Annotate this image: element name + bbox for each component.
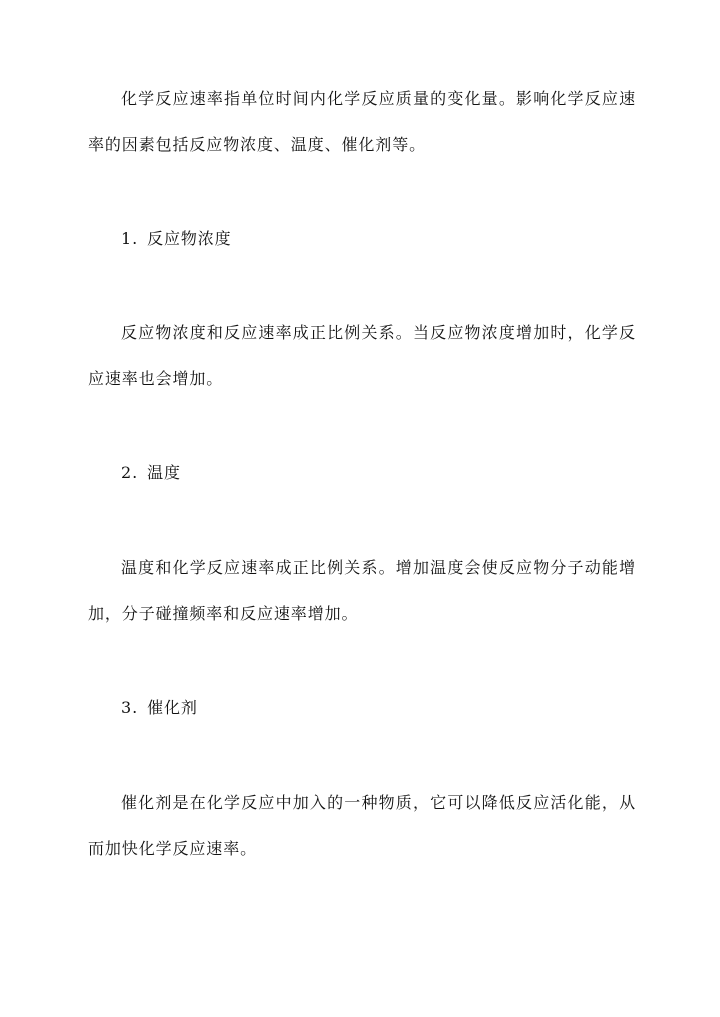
section-heading-1 <box>121 228 232 250</box>
section-heading-3 <box>121 697 198 719</box>
intro-paragraph: 化学反应速率指单位时间内化学反应质量的变化量。影响化学反应速率的因素包括反应物浓度、温度、催化剂等。 <box>88 89 636 154</box>
section-title: 催化剂 <box>147 698 198 717</box>
section-heading-2 <box>121 462 181 484</box>
section-number: 1. <box>121 229 139 248</box>
section-number: 3. <box>121 698 139 717</box>
section-body-3: 催化剂是在化学反应中加入的一种物质，它可以降低反应活化能，从而加快化学反应速率。 <box>88 793 636 858</box>
section-title: 温度 <box>147 463 181 482</box>
section-number: 2. <box>121 463 139 482</box>
section-title: 反应物浓度 <box>147 229 232 248</box>
section-body-2: 温度和化学反应速率成正比例关系。增加温度会使反应物分子动能增加，分子碰撞频率和反应速率增加。 <box>88 558 636 623</box>
section-body-1: 反应物浓度和反应速率成正比例关系。当反应物浓度增加时，化学反应速率也会增加。 <box>88 323 636 388</box>
